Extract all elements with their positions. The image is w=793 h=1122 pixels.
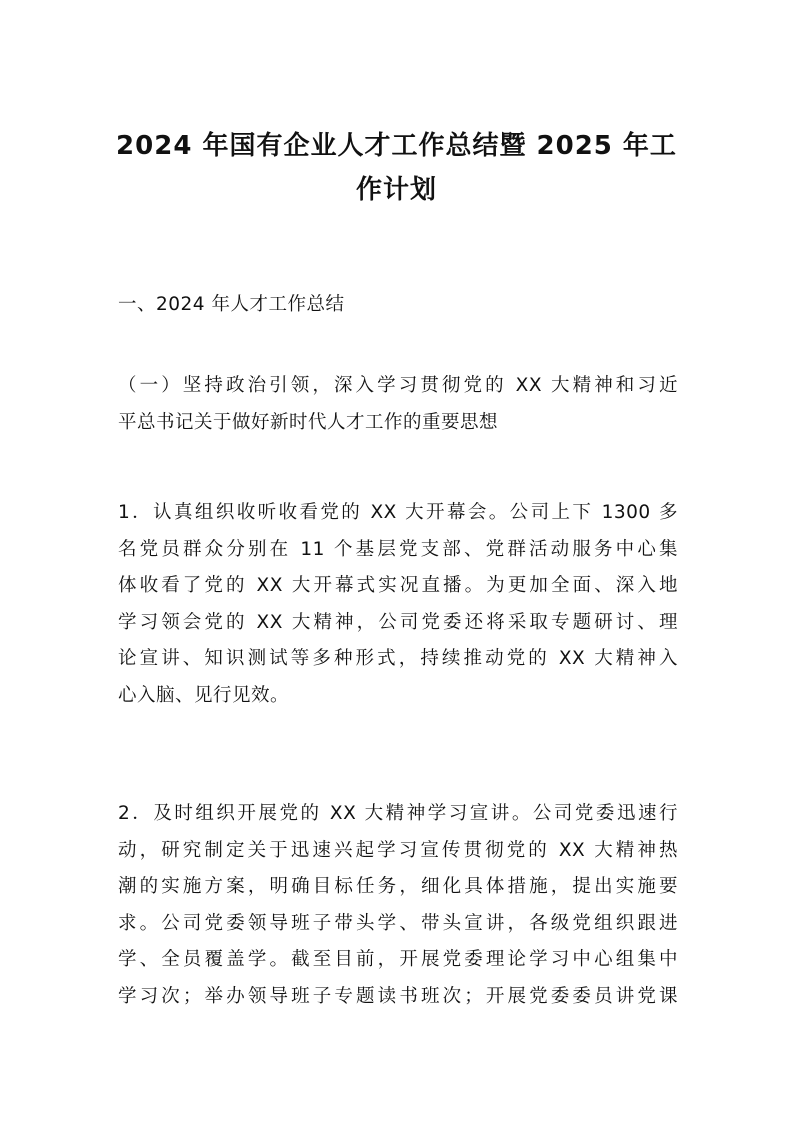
text-line: 平总书记关于做好新时代人才工作的重要思想 <box>118 411 499 433</box>
text-line: 2．及时组织开展党的 XX 大精神学习宣讲。公司党委迅速行 <box>118 803 678 824</box>
subsection-heading <box>118 368 678 441</box>
section-heading-text: 一、2024 年人才工作总结 <box>118 294 345 315</box>
text-line: 学习次；举办领导班子专题读书班次；开展党委委员讲党课 <box>118 985 678 1007</box>
text-line: 1．认真组织收听收看党的 XX 大开幕会。公司上下 1300 多 <box>118 502 678 523</box>
text-line: 动，研究制定关于迅速兴起学习宣传贯彻党的 XX 大精神热 <box>118 839 678 861</box>
text-line: 心入脑、见行见效。 <box>118 684 290 706</box>
text-line: 学习领会党的 XX 大精神，公司党委还将采取专题研讨、理 <box>118 611 678 633</box>
paragraph-2 <box>118 796 678 1015</box>
paragraph-1 <box>118 495 678 714</box>
text-line: 潮的实施方案，明确目标任务，细化具体措施，提出实施要 <box>118 876 678 897</box>
text-line: 体收看了党的 XX 大开幕式实况直播。为更加全面、深入地 <box>118 575 678 596</box>
text-line: （一）坚持政治引领，深入学习贯彻党的 XX 大精神和习近 <box>118 375 678 396</box>
text-line: 名党员群众分别在 11 个基层党支部、党群活动服务中心集 <box>118 538 678 560</box>
title-line: 2024 年国有企业人才工作总结暨 2025 年工 <box>116 131 677 161</box>
title-line: 作计划 <box>355 175 437 205</box>
section-heading <box>118 287 678 324</box>
document-title <box>100 124 693 212</box>
text-line: 求。公司党委领导班子带头学、带头宣讲，各级党组织跟进 <box>118 912 678 934</box>
text-line: 论宣讲、知识测试等多种形式，持续推动党的 XX 大精神入 <box>118 648 678 669</box>
text-line: 学、全员覆盖学。截至目前，开展党委理论学习中心组集中 <box>118 949 678 970</box>
